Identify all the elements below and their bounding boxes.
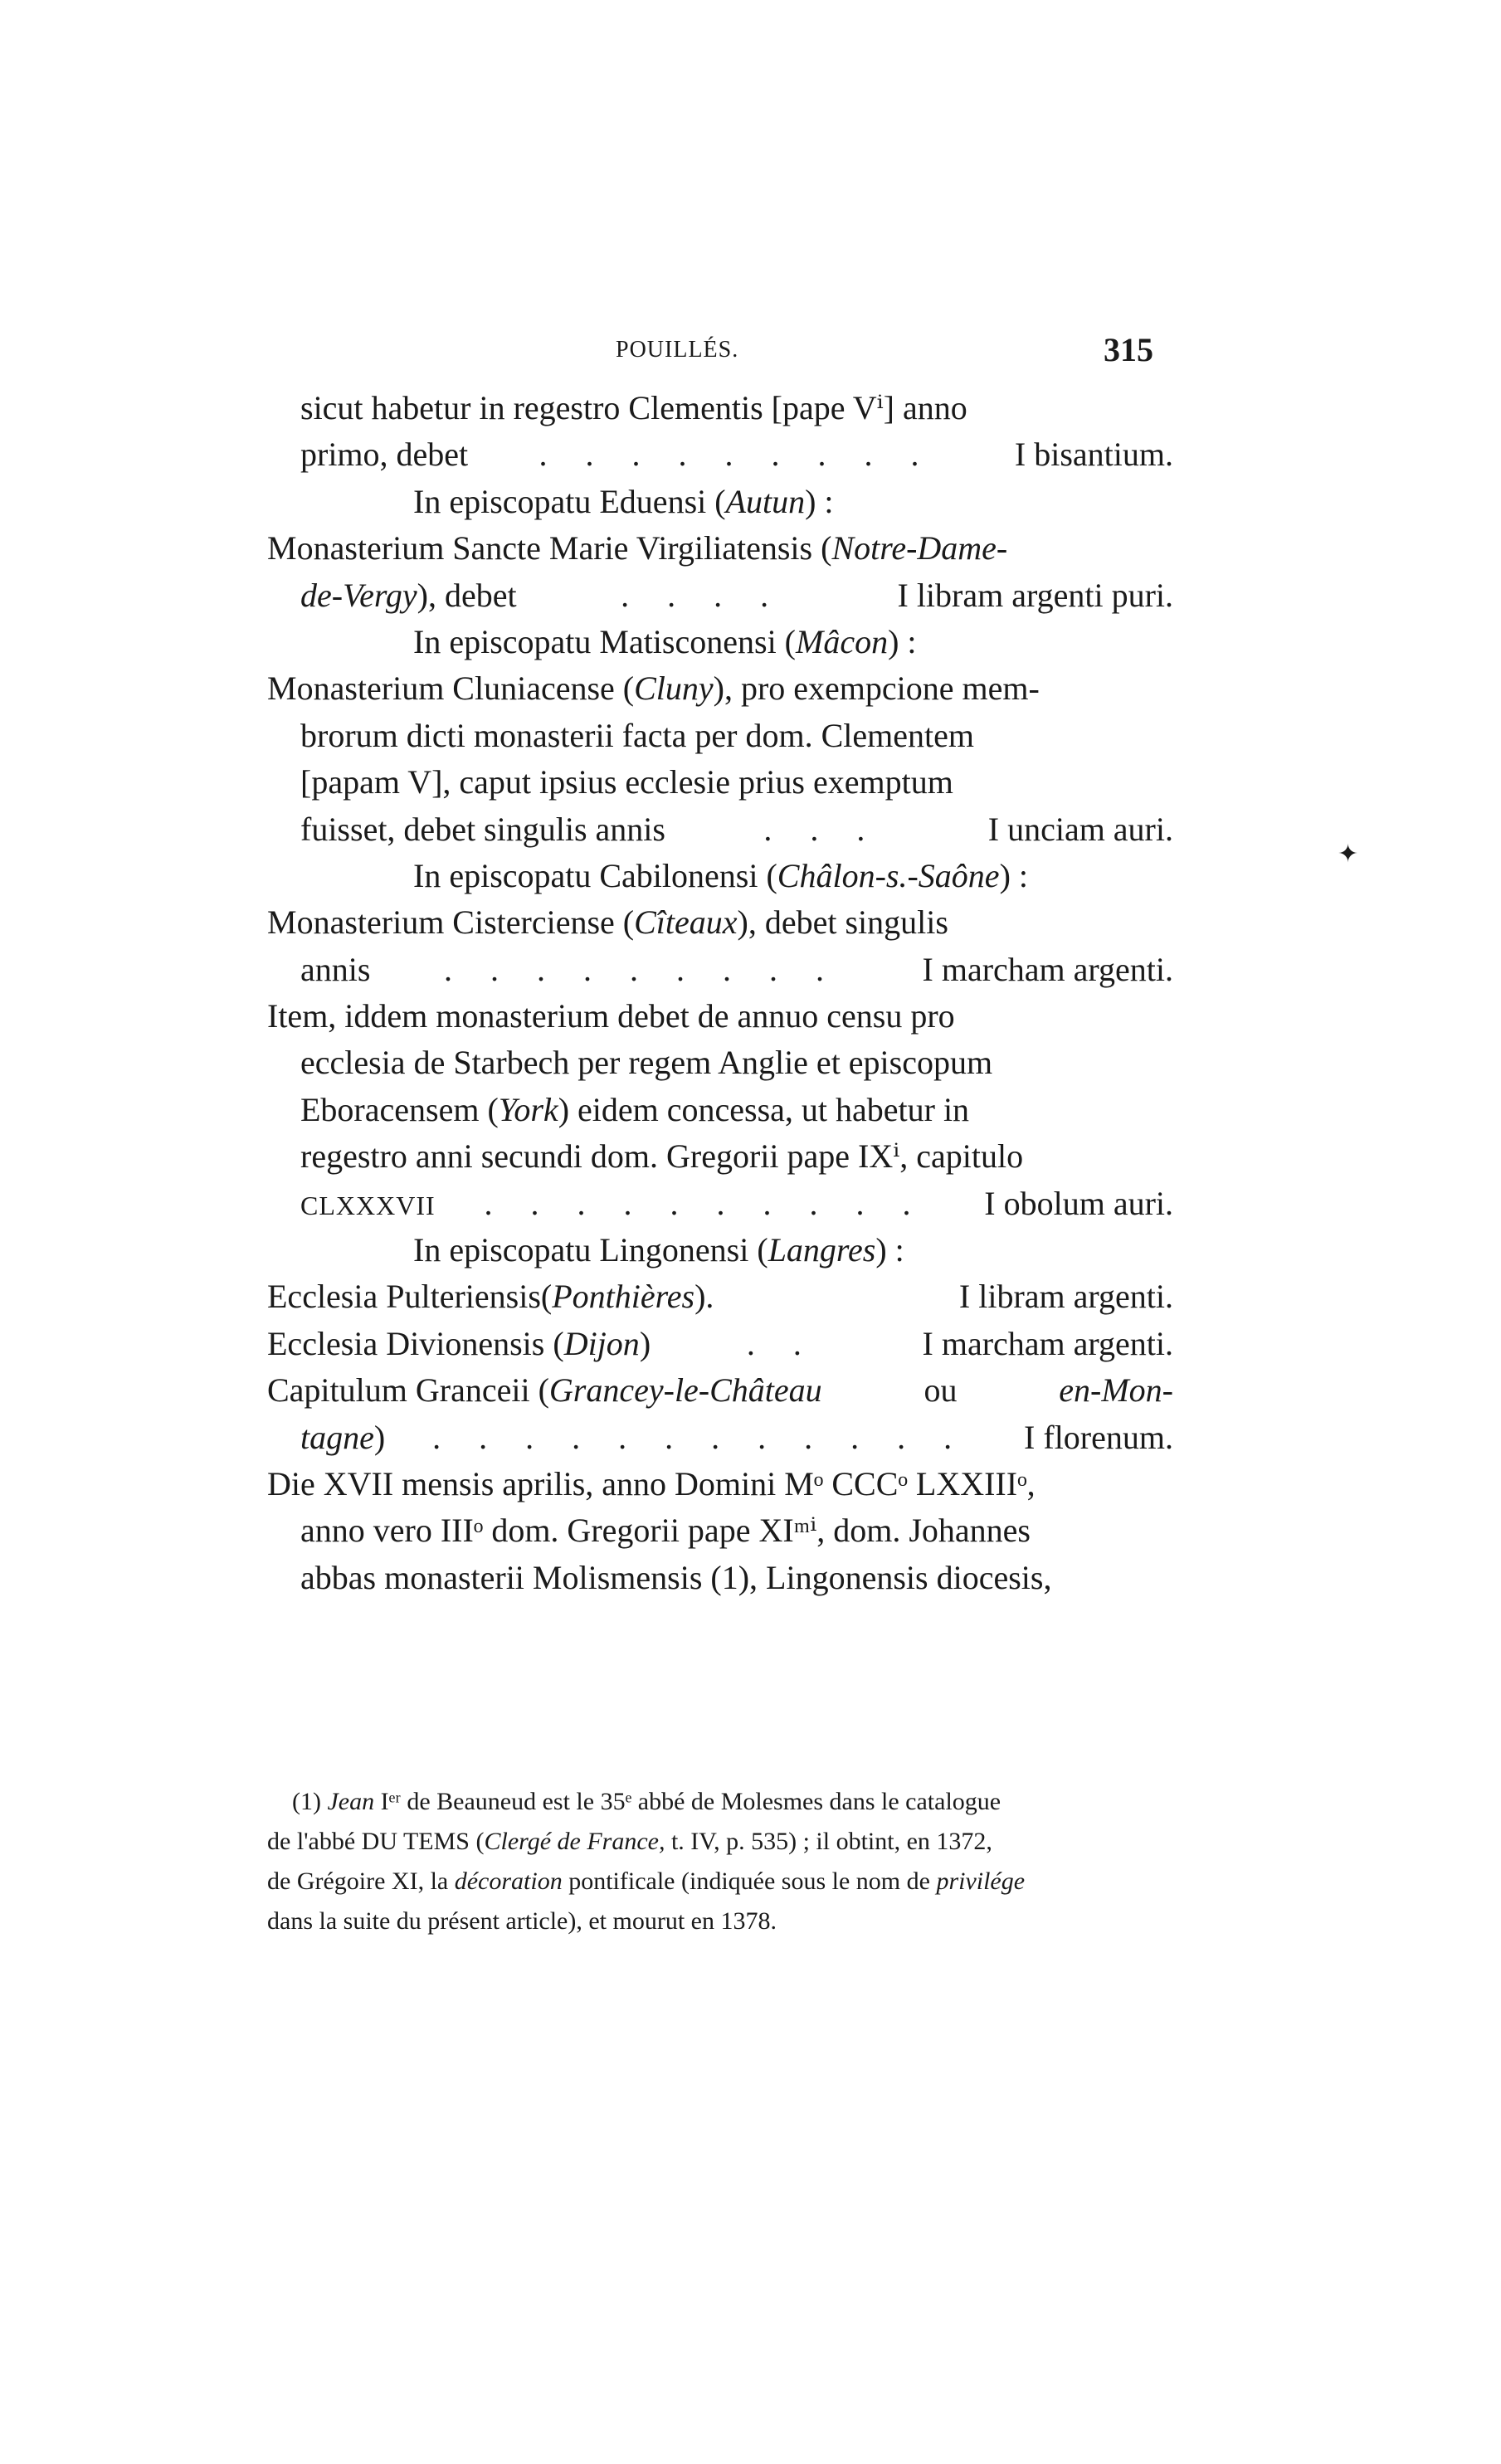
section-heading: [267, 853, 1173, 899]
place-name: Cluny: [634, 670, 714, 708]
footnote-text: décoration: [454, 1867, 563, 1895]
footnote-text: de l'abbé DU TEMS (: [267, 1828, 485, 1855]
section-heading: [267, 619, 1173, 665]
text-line: [267, 713, 1173, 759]
dot-leader: . . .: [763, 810, 880, 848]
text-line: [267, 1555, 1173, 1601]
line-text: ), debet singulis: [737, 903, 948, 942]
line-text: brorum dicti monasterii facta per dom. Clementem: [300, 716, 974, 754]
text-line: [267, 1040, 1173, 1086]
line-text: Monasterium Sancte Marie Virgiliatensis (: [267, 529, 832, 567]
line-text: [papam V], caput ipsius ecclesie prius exemptum: [300, 763, 953, 801]
text-line: [267, 525, 1173, 572]
amount: I libram argenti.: [958, 1278, 1173, 1316]
page-number: 315: [1104, 331, 1153, 368]
place-name: en-Mon-: [1059, 1371, 1173, 1410]
line-text: primo, debet: [300, 436, 469, 474]
place-name: Mâcon: [796, 622, 889, 660]
place-name: de-Vergy: [300, 576, 417, 614]
dot-leader: . . . . . . . . .: [443, 950, 839, 988]
text-line: [267, 385, 1173, 431]
line-text: In episcopatu Cabilonensi (: [413, 856, 777, 894]
footnote-text: Clergé de France,: [484, 1828, 665, 1855]
dot-leader: . .: [746, 1324, 816, 1362]
line-text: annis: [300, 950, 371, 988]
text-line: [267, 899, 1173, 946]
amount: I bisantium.: [1014, 436, 1173, 474]
amount: I florenum.: [1024, 1418, 1173, 1456]
place-name: tagne: [300, 1418, 374, 1456]
footnote-text: t. IV, p. 535) ; il obtint, en 1372,: [670, 1828, 992, 1855]
place-name: Autun: [725, 482, 806, 520]
line-text: In episcopatu Lingonensi (: [413, 1231, 768, 1269]
line-text: ) :: [999, 856, 1028, 894]
amount: I marcham argenti.: [922, 1324, 1173, 1362]
line-text: ): [373, 1418, 386, 1456]
dot-leader: . . . . . . . . . . . .: [432, 1418, 967, 1456]
footnote-text: pontificale (indiquée sous le nom de: [568, 1867, 930, 1895]
line-text: ), pro exempcione mem-: [713, 670, 1040, 708]
entry-line: [267, 947, 1173, 993]
line-text: In episcopatu Eduensi (: [413, 482, 726, 520]
line-text: Ecclesia Pulteriensis(: [267, 1278, 553, 1316]
footnote-number: (1): [292, 1788, 321, 1815]
line-text: abbas monasterii Molismensis (1), Lingonensis diocesis,: [300, 1558, 1052, 1596]
line-text: Capitulum Granceii (: [267, 1371, 549, 1410]
line-text: ) eidem concessa, ut habetur in: [558, 1090, 970, 1128]
amount: I unciam auri.: [987, 810, 1173, 848]
place-name: Langres: [768, 1231, 876, 1269]
entry-line: [267, 1273, 1173, 1320]
line-text: Eboracensem (: [300, 1090, 499, 1128]
footnote-text: dans la suite du présent article), et mourut en 1378.: [267, 1907, 777, 1935]
dot-leader: . . . .: [621, 576, 784, 614]
line-text: Item, iddem monasterium debet de annuo censu pro: [267, 997, 955, 1035]
line-text: ).: [694, 1278, 714, 1316]
amount: I obolum auri.: [984, 1184, 1173, 1222]
body-text: [267, 385, 1173, 1601]
footnote-line: [267, 1822, 1173, 1862]
line-text: fuisset, debet singulis annis: [300, 810, 665, 848]
footnote-text: de Grégoire XI, la: [267, 1867, 449, 1895]
margin-mark: ✦: [1338, 840, 1359, 868]
line-text: Ecclesia Divionensis (: [267, 1324, 564, 1362]
entry-line: [267, 1321, 1173, 1367]
footnote-text: privilége: [936, 1867, 1026, 1895]
place-name: Notre-Dame-: [831, 529, 1008, 567]
line-text: Monasterium Cisterciense (: [267, 903, 635, 942]
amount: I marcham argenti.: [922, 950, 1173, 988]
text-line: [267, 993, 1173, 1040]
line-text: ): [639, 1324, 651, 1362]
line-text: ) :: [875, 1231, 904, 1269]
section-heading: [267, 479, 1173, 525]
footnote-text: Jean: [327, 1788, 375, 1815]
line-text: ou: [924, 1371, 958, 1410]
footnote-line: [267, 1862, 1173, 1902]
amount: I libram argenti puri.: [897, 576, 1173, 614]
dot-leader: . . . . . . . . .: [539, 436, 934, 474]
line-text: In episcopatu Matisconensi (: [413, 622, 796, 660]
line-text: ecclesia de Starbech per regem Anglie et episcopum: [300, 1044, 993, 1082]
entry-line: [267, 1415, 1173, 1461]
place-name: Grancey-le-Château: [548, 1371, 822, 1410]
place-name: Dijon: [563, 1324, 640, 1362]
text-line: [267, 1133, 1173, 1180]
footnote-text: Iᵉʳ de Beauneud est le 35ᵉ abbé de Molesmes dans le catalogue: [380, 1788, 1001, 1815]
footnote-line: [267, 1782, 1173, 1822]
line-text: anno vero IIIᵒ dom. Gregorii pape XIᵐⁱ, dom. Johannes: [300, 1512, 1031, 1550]
line-text: ), debet: [417, 576, 517, 614]
line-text: ) :: [805, 482, 834, 520]
section-heading: [267, 1227, 1173, 1273]
dot-leader: . . . . . . . . . .: [484, 1184, 926, 1222]
text-line: [267, 1461, 1173, 1507]
text-line: [267, 1087, 1173, 1133]
line-text: Die XVII mensis aprilis, anno Domini Mᵒ CCCᵒ LXXIIIᵒ,: [267, 1464, 1036, 1502]
place-name: Châlon-s.-Saône: [777, 856, 1000, 894]
footnotes: [267, 1782, 1173, 1941]
line-text: ) :: [888, 622, 917, 660]
text-line: [267, 759, 1173, 806]
text-line: [267, 1367, 1173, 1414]
text-line: [267, 1507, 1173, 1554]
place-name: York: [498, 1090, 558, 1128]
footnote-line: [267, 1902, 1173, 1941]
entry-line: [267, 806, 1173, 853]
line-text: CLXXXVII: [300, 1190, 436, 1220]
entry-line: [267, 572, 1173, 619]
place-name: Ponthières: [552, 1278, 695, 1316]
entry-line: [267, 1181, 1173, 1227]
place-name: Cîteaux: [634, 903, 738, 942]
line-text: sicut habetur in regestro Clementis [pape Vⁱ] anno: [300, 389, 967, 426]
entry-line: [267, 431, 1173, 478]
line-text: regestro anni secundi dom. Gregorii pape IXⁱ, capitulo: [300, 1137, 1024, 1176]
text-line: [267, 665, 1173, 712]
line-text: Monasterium Cluniacense (: [267, 670, 635, 708]
running-head: POUILLÉS.: [616, 337, 739, 363]
page-header: [0, 330, 1501, 380]
